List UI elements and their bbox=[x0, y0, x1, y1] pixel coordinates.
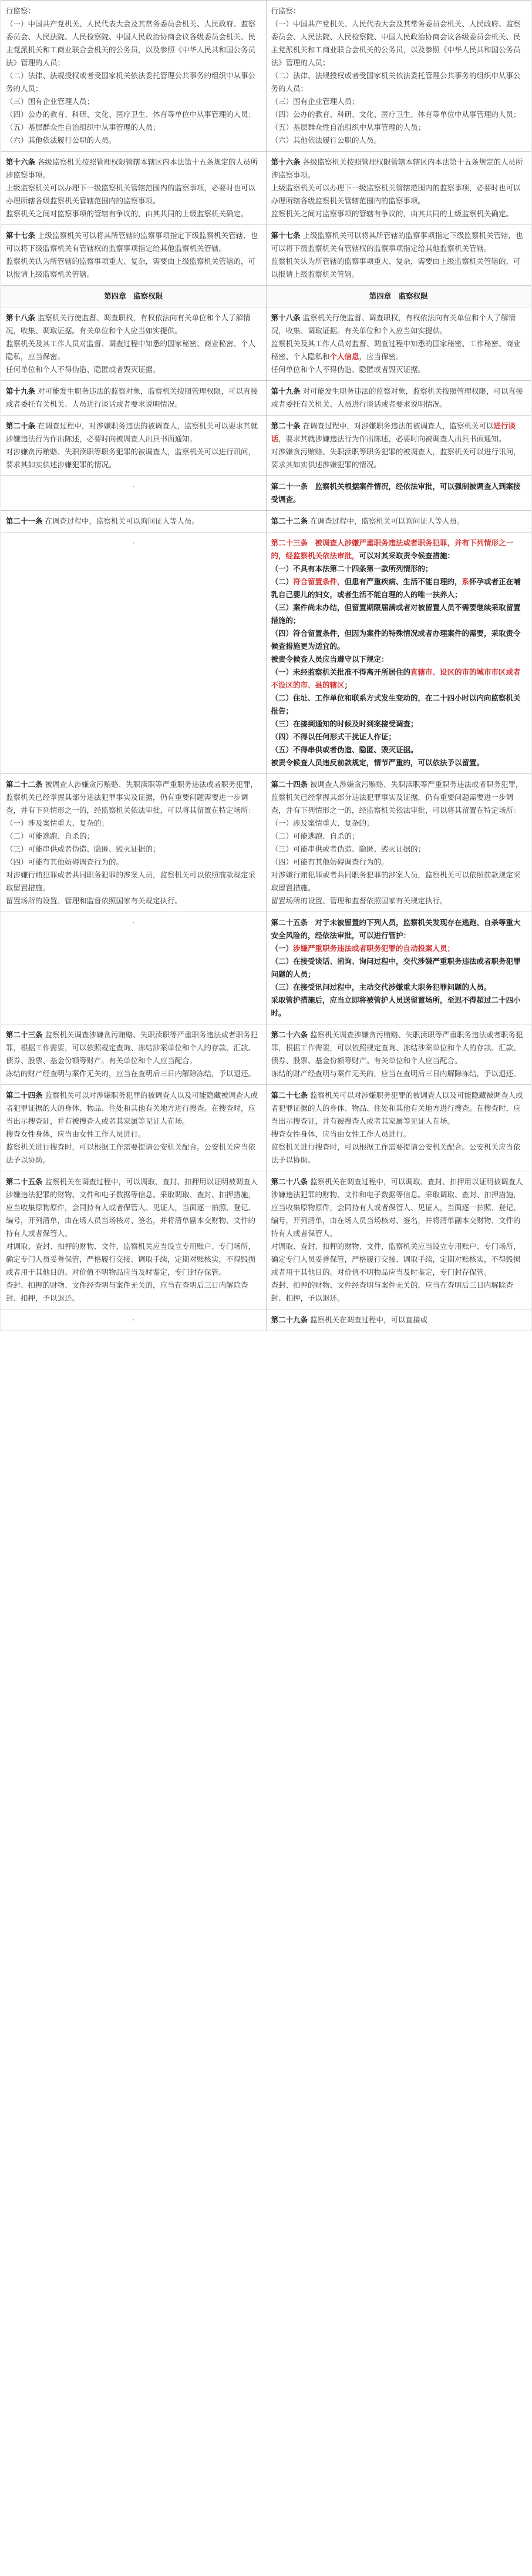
new-text-cell bbox=[266, 225, 531, 286]
old-text-cell bbox=[1, 416, 267, 476]
clause-paragraph bbox=[6, 207, 261, 220]
clause-paragraph bbox=[271, 515, 527, 528]
clause-paragraph bbox=[6, 1141, 261, 1167]
clause-paragraph bbox=[271, 601, 527, 627]
clause-paragraph bbox=[6, 1279, 261, 1305]
clause-paragraph bbox=[271, 830, 527, 843]
clause-text: 监察机关之间对监察事项的管辖有争议的，由其共同的上级监察机关确定。 bbox=[271, 209, 514, 218]
clause-text: 各级监察机关按照管理权限管辖本辖区内本法第十五条规定的人员所涉监察事项。 bbox=[271, 158, 523, 179]
added-text-bold: （一） bbox=[271, 944, 294, 953]
article-number: 第二十六条 bbox=[271, 1030, 308, 1039]
clause-text: （五）基层群众性自治组织中从事管理的人员； bbox=[271, 123, 426, 132]
clause-text: 对调取、查封、扣押的财物、文件，监察机关应当设立专用账户、专门场所，确定专门人员妥善保管，严格履行交接、调取手续，定期对账核实，不得毁损或者用于其他目的。对价值不明物品应当及时鉴定，专门封存保管。 bbox=[6, 1242, 256, 1277]
added-text-bold: 可以对其采取责令候查措施： bbox=[359, 551, 455, 560]
clause-text: （二）可能逃跑、自杀的； bbox=[271, 832, 359, 840]
old-text-cell bbox=[1, 307, 267, 381]
left-cell-empty bbox=[1, 912, 267, 1024]
clause-text: 对涉嫌贪污贿赂、失职渎职等职务犯罪的被调查人，监察机关可以进行讯问，要求其如实供述涉嫌犯罪的情况。 bbox=[271, 447, 521, 469]
new-text-cell bbox=[266, 1309, 531, 1331]
clause-text: 监察机关在调查过程中，可以调取、查封、扣押用以证明被调查人涉嫌违法犯罪的财物、文件和电子数据等信息。采取调取、查封、扣押措施，应当收集原物原件，会同持有人或者保管人、见证人，当面逐一拍照、登记、编号，开列清单，由在场人员当场核对、签名，并将清单副本交财物、文件的持有人或者保管人。 bbox=[6, 1177, 258, 1238]
article-row bbox=[1, 225, 531, 286]
clause-paragraph bbox=[271, 385, 527, 411]
clause-text: 冻结的财产经查明与案件无关的，应当在查明后三日内解除冻结，予以退还。 bbox=[271, 1069, 521, 1078]
clause-paragraph bbox=[271, 5, 527, 18]
clause-paragraph bbox=[271, 363, 527, 376]
left-cell-empty bbox=[1, 1309, 267, 1331]
clause-paragraph bbox=[271, 229, 527, 255]
added-text-bold: 采取管护措施后，应当立即将被管护人员送留置场所，至迟不得超过二十四小时。 bbox=[271, 996, 521, 1017]
clause-text: 监察机关调查涉嫌贪污贿赂、失职渎职等严重职务违法或者职务犯罪，根据工作需要，可以依照规定查询、冻结涉案单位和个人的存款、汇款、债券、股票、基金份额等财产。有关单位和个人应当配合。 bbox=[271, 1030, 523, 1065]
left-cell-empty bbox=[1, 476, 267, 511]
added-text-bold: （五）不得串供或者伪造、隐匿、毁灭证据。 bbox=[271, 745, 418, 754]
clause-paragraph bbox=[6, 843, 261, 856]
changed-text-red: 涉嫌严重职务违法或者职务犯罪的自动投案人员； bbox=[293, 944, 455, 953]
clause-text: 第四章 监察权限 bbox=[369, 292, 428, 300]
clause-paragraph bbox=[6, 337, 261, 363]
article-number: 第十八条 bbox=[271, 313, 301, 322]
clause-text: 行监察： bbox=[271, 6, 301, 15]
new-text-cell bbox=[266, 1024, 531, 1085]
clause-paragraph bbox=[271, 311, 527, 337]
clause-text: ，应当保密。 bbox=[359, 352, 403, 361]
old-text-cell bbox=[1, 511, 267, 532]
clause-paragraph bbox=[6, 18, 261, 69]
clause-paragraph bbox=[6, 363, 261, 376]
article-number: 第十八条 bbox=[6, 313, 36, 322]
clause-paragraph bbox=[271, 182, 527, 207]
added-text-bold: （一）不具有本法第二十四条第一款所列情形的； bbox=[271, 564, 433, 573]
added-text-bold: （二）在接受谈话、函询、询问过程中，交代涉嫌严重职务违法或者职务犯罪问题的人员； bbox=[271, 957, 521, 979]
clause-text: （四）公办的教育、科研、文化、医疗卫生、体育等单位中从事管理的人员； bbox=[6, 110, 256, 119]
empty-cell-marker: · bbox=[132, 482, 135, 491]
old-text-cell bbox=[1, 1, 267, 152]
added-text-bold: 但患有严重疾病、生活不能自理的， bbox=[344, 577, 462, 586]
changed-text-red: 个人信息 bbox=[329, 352, 359, 361]
clause-text: 任何单位和个人不得伪造、隐匿或者毁灭证据。 bbox=[271, 365, 426, 374]
clause-text: （一）中国共产党机关、人民代表大会及其常务委员会机关、人民政府、监察委员会、人民法院、人民检察院、中国人民政治协商会议各级委员会机关、民主党派机关和工商业联合会机关的公务员，以及参照《中华人民共和国公务员法》管理的人员； bbox=[6, 19, 256, 67]
clause-paragraph bbox=[6, 385, 261, 411]
clause-paragraph bbox=[271, 1279, 527, 1305]
clause-text: 在调查过程中，监察机关可以询问证人等人员。 bbox=[42, 517, 199, 525]
clause-paragraph bbox=[271, 981, 527, 994]
added-text-bold: （四）不得以任何形式干扰证人作证； bbox=[271, 732, 396, 741]
clause-text: 搜查女性身体，应当由女性工作人员进行。 bbox=[271, 1130, 411, 1138]
article-number: 第十九条 bbox=[271, 387, 301, 396]
clause-paragraph bbox=[271, 108, 527, 121]
added-text-bold: 第二十一条 监察机关根据案件情况，经依法审批，可以强制被调查人到案接受调查。 bbox=[271, 482, 521, 504]
clause-text: （三）国有企业管理人员； bbox=[6, 97, 95, 106]
clause-paragraph bbox=[6, 255, 261, 281]
clause-text: 在调查过程中，对涉嫌职务违法的被调查人，监察机关可以要求其就涉嫌违法行为作出陈述，必要时向被调查人出具书面通知。 bbox=[6, 421, 258, 443]
clause-paragraph bbox=[6, 95, 261, 108]
chapter-heading bbox=[271, 290, 527, 303]
chapter-heading bbox=[6, 290, 261, 303]
old-text-cell bbox=[1, 152, 267, 225]
clause-text: 监察机关可以对涉嫌职务犯罪的被调查人以及可能隐藏被调查人或者犯罪证据的人的身体、物品、住处和其他有关地方进行搜查。在搜查时，应当出示搜查证，并有被搜查人或者其家属等见证人在场。 bbox=[6, 1091, 258, 1125]
new-text-cell bbox=[266, 381, 531, 416]
clause-paragraph bbox=[271, 121, 527, 134]
article-row bbox=[1, 1, 531, 152]
clause-paragraph bbox=[6, 1029, 261, 1067]
article-number: 第二十八条 bbox=[271, 1177, 308, 1186]
clause-paragraph bbox=[271, 537, 527, 562]
clause-paragraph bbox=[6, 156, 261, 182]
added-text-bold: （三）在接受讯问过程中，主动交代涉嫌重大职务犯罪问题的人员。 bbox=[271, 983, 491, 991]
added-text-bold: （三）案件尚未办结，但留置期限届满或者对被留置人员不需要继续采取留置措施的； bbox=[271, 603, 521, 625]
empty-cell-marker: · bbox=[132, 918, 135, 927]
added-text-bold: （三）在接到通知的时候及时到案接受调查； bbox=[271, 719, 418, 728]
added-text-bold: （二）住址、工作单位和联系方式发生变动的，在二十四小时以内向监察机关报告； bbox=[271, 694, 521, 715]
new-text-cell bbox=[266, 286, 531, 307]
clause-text: 被调查人涉嫌贪污贿赂、失职渎职等严重职务违法或者职务犯罪，监察机关已经掌握其部分违法犯罪事实及证据，仍有重要问题需要进一步调查，并有下列情形之一的，经监察机关依法审批，可以将其留置在特定场所： bbox=[271, 780, 523, 815]
clause-paragraph bbox=[6, 229, 261, 255]
clause-paragraph bbox=[6, 778, 261, 817]
changed-text-red: 进行谈话 bbox=[271, 421, 516, 443]
article-number: 第十六条 bbox=[6, 158, 36, 166]
clause-text: 在调查过程中，对涉嫌职务违法的被调查人，监察机关可以 bbox=[300, 421, 494, 430]
article-number: 第二十五条 bbox=[6, 1177, 43, 1186]
article-number: 第十六条 bbox=[271, 158, 301, 166]
clause-text: 监察机关行使监督、调查职权，有权依法向有关单位和个人了解情况，收集、调取证据。有关单位和个人应当如实提供。 bbox=[6, 313, 251, 335]
changed-text-red: 第二十三条 被调查人涉嫌严重职务违法或者职务犯罪，并有下列情形之一的，经监察机关依法审批， bbox=[271, 538, 514, 560]
clause-text: 监察机关进行搜查时，可以根据工作需要提请公安机关配合。公安机关应当依法予以协助。 bbox=[6, 1143, 256, 1164]
clause-text: 对可能发生职务违法的监察对象，监察机关按照管理权限，可以直接或者委托有关机关、人员进行谈话或者要求说明情况。 bbox=[6, 387, 258, 408]
clause-text: 任何单位和个人不得伪造、隐匿或者毁灭证据。 bbox=[6, 365, 160, 374]
article-row bbox=[1, 381, 531, 416]
clause-text: 上级监察机关可以办理下一级监察机关管辖范围内的监察事项，必要时也可以办理所辖各级监察机关管辖范围内的监察事项。 bbox=[271, 183, 521, 205]
article-number: 第十九条 bbox=[6, 387, 36, 396]
clause-text: （三）可能串供或者伪造、隐匿、毁灭证据的； bbox=[271, 845, 426, 853]
article-number: 第二十四条 bbox=[6, 1091, 43, 1100]
clause-text: 行监察： bbox=[6, 6, 36, 15]
clause-text: 在调查过程中，监察机关可以询问证人等人员。 bbox=[308, 517, 464, 525]
added-text-bold: （一）未经监察机关批准不得离开所居住的 bbox=[271, 668, 411, 676]
clause-paragraph bbox=[271, 778, 527, 817]
clause-text: 监察机关进行搜查时，可以根据工作需要提请公安机关配合。公安机关应当依法予以协助。 bbox=[271, 1143, 521, 1164]
clause-text: 对涉嫌行贿犯罪或者共同职务犯罪的涉案人员，监察机关可以依照前款规定采取留置措施。 bbox=[271, 870, 521, 892]
clause-text: （六）其他依法履行公职的人员。 bbox=[271, 136, 382, 145]
clause-paragraph bbox=[271, 1029, 527, 1067]
clause-paragraph bbox=[6, 515, 261, 528]
clause-paragraph bbox=[271, 994, 527, 1020]
article-row bbox=[1, 307, 531, 381]
clause-paragraph bbox=[271, 895, 527, 907]
clause-text: 监察机关之间对监察事项的管辖有争议的，由其共同的上级监察机关确定。 bbox=[6, 209, 248, 218]
added-text-bold: ； bbox=[344, 681, 352, 689]
clause-paragraph bbox=[271, 692, 527, 718]
clause-text: 监察机关调查涉嫌贪污贿赂、失职渎职等严重职务违法或者职务犯罪，根据工作需要，可以依照规定查询、冻结涉案单位和个人的存款、汇款、债券、股票、基金份额等财产。有关单位和个人应当配合。 bbox=[6, 1030, 258, 1065]
clause-paragraph bbox=[271, 1128, 527, 1141]
changed-text-red: 符合留置条件， bbox=[293, 577, 345, 586]
clause-text: 留置场所的设置、管理和监督依照国家有关规定执行。 bbox=[271, 896, 447, 905]
article-row bbox=[1, 416, 531, 476]
old-text-cell bbox=[1, 774, 267, 912]
clause-text: （二）可能逃跑、自杀的； bbox=[6, 832, 95, 840]
article-number: 第二十条 bbox=[6, 421, 36, 430]
clause-paragraph bbox=[271, 255, 527, 281]
article-number: 第十七条 bbox=[271, 231, 301, 240]
clause-paragraph bbox=[271, 627, 527, 653]
article-number: 第二十四条 bbox=[271, 780, 308, 789]
clause-text: ，要求其就涉嫌违法行为作出陈述，必要时向被调查人出具书面通知。 bbox=[278, 434, 506, 443]
old-text-cell bbox=[1, 1171, 267, 1309]
article-row bbox=[1, 774, 531, 912]
clause-text: 对调取、查封、扣押的财物、文件，监察机关应当设立专用账户、专门场所，确定专门人员妥善保管，严格履行交接、调取手续，定期对账核实，不得毁损或者用于其他目的。对价值不明物品应当及时鉴定，专门封存保管。 bbox=[271, 1242, 521, 1277]
clause-paragraph bbox=[271, 480, 527, 506]
clause-text: 监察机关及其工作人员对监督、调查过程中知悉的国家秘密、工作秘密、商业秘密、个人隐私和 bbox=[271, 339, 521, 361]
clause-text: （六）其他依法履行公职的人员。 bbox=[6, 136, 116, 145]
added-text-bold: 被责令候查人员违反前款规定，情节严重的，可以依法予以留置。 bbox=[271, 758, 484, 767]
clause-paragraph bbox=[6, 817, 261, 830]
clause-text: （二）法律、法规授权或者受国家机关依法委托管理公共事务的组织中从事公务的人员； bbox=[6, 71, 256, 93]
clause-paragraph bbox=[6, 121, 261, 134]
clause-text: 监察机关在调查过程中，可以直接或 bbox=[308, 1315, 427, 1324]
clause-text: 留置场所的设置、管理和监督依照国家有关规定执行。 bbox=[6, 896, 183, 905]
clause-text: 上级监察机关可以将其所管辖的监察事项指定下级监察机关管辖，也可以将下级监察机关有管辖权的监察事项指定给其他监察机关管辖。 bbox=[271, 231, 523, 253]
clause-paragraph bbox=[6, 5, 261, 18]
clause-text: （一）涉及案情重大、复杂的； bbox=[6, 819, 109, 828]
article-number: 第二十二条 bbox=[271, 517, 308, 525]
added-text-bold: （二） bbox=[271, 577, 294, 586]
clause-paragraph bbox=[6, 895, 261, 907]
clause-text: 监察机关及其工作人员对监督、调查过程中知悉的国家秘密、商业秘密、个人隐私，应当保密。 bbox=[6, 339, 256, 361]
clause-text: 监察机关在调查过程中，可以调取、查封、扣押用以证明被调查人涉嫌违法犯罪的财物、文件和电子数据等信息。采取调取、查封、扣押措施，应当收集原物原件，会同持有人或者保管人、见证人，当面逐一拍照、登记、编号，开列清单，由在场人员当场核对、签名，并将清单副本交财物、文件的持有人或者保管人。 bbox=[271, 1177, 523, 1238]
clause-paragraph bbox=[6, 830, 261, 843]
clause-text: 监察机关认为所管辖的监察事项重大、复杂，需要由上级监察机关管辖的，可以报请上级监察机关管辖。 bbox=[6, 257, 256, 279]
clause-paragraph bbox=[271, 718, 527, 731]
clause-paragraph bbox=[271, 1240, 527, 1279]
changed-text-red: 系 bbox=[462, 577, 470, 586]
chapter-row bbox=[1, 286, 531, 307]
clause-paragraph bbox=[271, 337, 527, 363]
new-text-cell bbox=[266, 532, 531, 774]
article-row bbox=[1, 1171, 531, 1309]
clause-paragraph bbox=[6, 445, 261, 471]
clause-text: （四）公办的教育、科研、文化、医疗卫生、体育等单位中从事管理的人员； bbox=[271, 110, 521, 119]
new-text-cell bbox=[266, 511, 531, 532]
clause-paragraph bbox=[6, 182, 261, 207]
clause-paragraph bbox=[271, 95, 527, 108]
clause-text: 对涉嫌行贿犯罪或者共同职务犯罪的涉案人员，监察机关可以依照前款规定采取留置措施。 bbox=[6, 870, 256, 892]
clause-text: 上级监察机关可以将其所管辖的监察事项指定下级监察机关管辖，也可以将下级监察机关有管辖权的监察事项指定给其他监察机关管辖。 bbox=[6, 231, 258, 253]
clause-paragraph bbox=[271, 562, 527, 575]
clause-paragraph bbox=[6, 134, 261, 147]
clause-text: 查封、扣押的财物、文件经查明与案件无关的，应当在查明后三日内解除查封、扣押，予以退还。 bbox=[6, 1281, 248, 1302]
clause-paragraph bbox=[271, 856, 527, 869]
clause-paragraph bbox=[271, 69, 527, 95]
clause-text: 监察机关行使监督、调查职权，有权依法向有关单位和个人了解情况，收集、调取证据。有关单位和个人应当如实提供。 bbox=[271, 313, 516, 335]
article-number: 第二十七条 bbox=[271, 1091, 308, 1100]
clause-text: （四）可能有其他妨碍调查行为的。 bbox=[271, 857, 389, 866]
clause-paragraph bbox=[6, 856, 261, 869]
clause-text: （五）基层群众性自治组织中从事管理的人员； bbox=[6, 123, 160, 132]
added-text-bold: 第二十五条 对于未被留置的下列人员，监察机关发现存在逃跑、自杀等重大安全风险的，经依法审批，可以进行管护： bbox=[271, 918, 521, 940]
clause-text: 第四章 监察权限 bbox=[104, 292, 163, 300]
clause-paragraph bbox=[6, 1240, 261, 1279]
clause-text: 搜查女性身体，应当由女性工作人员进行。 bbox=[6, 1130, 146, 1138]
article-number: 第二十三条 bbox=[6, 1030, 43, 1039]
changed-text-red: 直辖市、设区的市的城市市区或者不设区的市、县的辖区 bbox=[271, 668, 521, 689]
clause-paragraph bbox=[271, 207, 527, 220]
new-text-cell bbox=[266, 476, 531, 511]
clause-text: 对涉嫌贪污贿赂、失职渎职等职务犯罪的被调查人，监察机关可以进行讯问，要求其如实供述涉嫌犯罪的情况。 bbox=[6, 447, 256, 469]
new-text-cell bbox=[266, 1085, 531, 1171]
clause-paragraph bbox=[271, 134, 527, 147]
clause-paragraph bbox=[271, 666, 527, 692]
article-row bbox=[1, 532, 531, 774]
new-text-cell bbox=[266, 1171, 531, 1309]
old-text-cell bbox=[1, 1085, 267, 1171]
clause-paragraph bbox=[271, 1141, 527, 1167]
added-text-bold: （四）符合留置条件，但因为案件的特殊情况或者办理案件的需要，采取责令候查措施更为适宜的。 bbox=[271, 629, 521, 651]
clause-paragraph bbox=[271, 18, 527, 69]
clause-paragraph bbox=[271, 731, 527, 743]
clause-paragraph bbox=[6, 1089, 261, 1128]
added-text-bold: 怀孕或者正在哺乳自己婴儿的妇女，或者生活不能自理的人的唯一扶养人； bbox=[271, 577, 521, 599]
new-text-cell bbox=[266, 152, 531, 225]
new-text-cell bbox=[266, 912, 531, 1024]
clause-paragraph bbox=[271, 445, 527, 471]
old-text-cell bbox=[1, 225, 267, 286]
new-text-cell bbox=[266, 307, 531, 381]
article-number: 第二十九条 bbox=[271, 1315, 308, 1324]
clause-text: 监察机关认为所管辖的监察事项重大、复杂，需要由上级监察机关管辖的，可以报请上级监察机关管辖。 bbox=[271, 257, 521, 279]
new-text-cell bbox=[266, 1, 531, 152]
clause-paragraph bbox=[271, 916, 527, 942]
new-text-cell bbox=[266, 774, 531, 912]
article-row bbox=[1, 1085, 531, 1171]
clause-paragraph bbox=[271, 743, 527, 756]
clause-paragraph bbox=[6, 869, 261, 895]
clause-paragraph bbox=[6, 420, 261, 445]
empty-cell-marker: · bbox=[132, 1315, 135, 1324]
clause-paragraph bbox=[271, 1175, 527, 1240]
empty-cell-marker: · bbox=[132, 538, 135, 547]
clause-paragraph bbox=[6, 108, 261, 121]
article-row bbox=[1, 1024, 531, 1085]
clause-paragraph bbox=[271, 1314, 527, 1326]
clause-text: 冻结的财产经查明与案件无关的，应当在查明后三日内解除冻结，予以退还。 bbox=[6, 1069, 256, 1078]
left-cell-empty bbox=[1, 532, 267, 774]
article-number: 第二十二条 bbox=[6, 780, 43, 789]
clause-text: 监察机关可以对涉嫌职务犯罪的被调查人以及可能隐藏被调查人或者犯罪证据的人的身体、物品、住处和其他有关地方进行搜查。在搜查时，应当出示搜查证，并有被搜查人或者其家属等见证人在场。 bbox=[271, 1091, 523, 1125]
old-text-cell bbox=[1, 286, 267, 307]
clause-paragraph bbox=[6, 69, 261, 95]
clause-paragraph bbox=[271, 420, 527, 445]
clause-text: （三）国有企业管理人员； bbox=[271, 97, 359, 106]
clause-text: 各级监察机关按照管理权限管辖本辖区内本法第十五条规定的人员所涉监察事项。 bbox=[6, 158, 258, 179]
article-number: 第二十条 bbox=[271, 421, 301, 430]
clause-text: （一）中国共产党机关、人民代表大会及其常务委员会机关、人民政府、监察委员会、人民法院、人民检察院、中国人民政治协商会议各级委员会机关、民主党派机关和工商业联合会机关的公务员，以及参照《中华人民共和国公务员法》管理的人员； bbox=[271, 19, 521, 67]
clause-text: 对可能发生职务违法的监察对象，监察机关按照管理权限，可以直接或者委托有关机关、人员进行谈话或者要求说明情况。 bbox=[271, 387, 523, 408]
clause-text: 查封、扣押的财物、文件经查明与案件无关的，应当在查明后三日内解除查封、扣押，予以退还。 bbox=[271, 1281, 514, 1302]
clause-paragraph bbox=[6, 311, 261, 337]
comparison-rows bbox=[1, 1, 531, 1331]
clause-paragraph bbox=[271, 1089, 527, 1128]
clause-paragraph bbox=[6, 1175, 261, 1240]
clause-paragraph bbox=[271, 817, 527, 830]
clause-paragraph bbox=[271, 955, 527, 981]
clause-text: （三）可能串供或者伪造、隐匿、毁灭证据的； bbox=[6, 845, 160, 853]
clause-paragraph bbox=[6, 1128, 261, 1141]
clause-paragraph bbox=[6, 1067, 261, 1080]
old-text-cell bbox=[1, 381, 267, 416]
clause-paragraph bbox=[271, 575, 527, 601]
old-text-cell bbox=[1, 1024, 267, 1085]
clause-paragraph bbox=[271, 1067, 527, 1080]
new-text-cell bbox=[266, 416, 531, 476]
clause-text: 上级监察机关可以办理下一级监察机关管辖范围内的监察事项，必要时也可以办理所辖各级监察机关管辖范围内的监察事项。 bbox=[6, 183, 256, 205]
article-row bbox=[1, 912, 531, 1024]
clause-paragraph bbox=[271, 843, 527, 856]
comparison-table bbox=[1, 0, 531, 1331]
article-number: 第二十一条 bbox=[6, 517, 43, 525]
clause-paragraph bbox=[271, 653, 527, 666]
clause-paragraph bbox=[271, 942, 527, 955]
article-row bbox=[1, 511, 531, 532]
article-number: 第十七条 bbox=[6, 231, 36, 240]
article-row bbox=[1, 476, 531, 511]
clause-paragraph bbox=[271, 156, 527, 182]
clause-text: 被调查人涉嫌贪污贿赂、失职渎职等严重职务违法或者职务犯罪，监察机关已经掌握其部分违法犯罪事实及证据，仍有重要问题需要进一步调查，并有下列情形之一的，经监察机关依法审批，可以将其留置在特定场所： bbox=[6, 780, 258, 815]
added-text-bold: 被责令候查人员应当遵守以下规定： bbox=[271, 655, 389, 664]
article-row bbox=[1, 152, 531, 225]
clause-text: （一）涉及案情重大、复杂的； bbox=[271, 819, 374, 828]
clause-text: （二）法律、法规授权或者受国家机关依法委托管理公共事务的组织中从事公务的人员； bbox=[271, 71, 521, 93]
article-row bbox=[1, 1309, 531, 1331]
clause-paragraph bbox=[271, 869, 527, 895]
clause-paragraph bbox=[271, 756, 527, 769]
clause-text: （四）可能有其他妨碍调查行为的。 bbox=[6, 857, 124, 866]
